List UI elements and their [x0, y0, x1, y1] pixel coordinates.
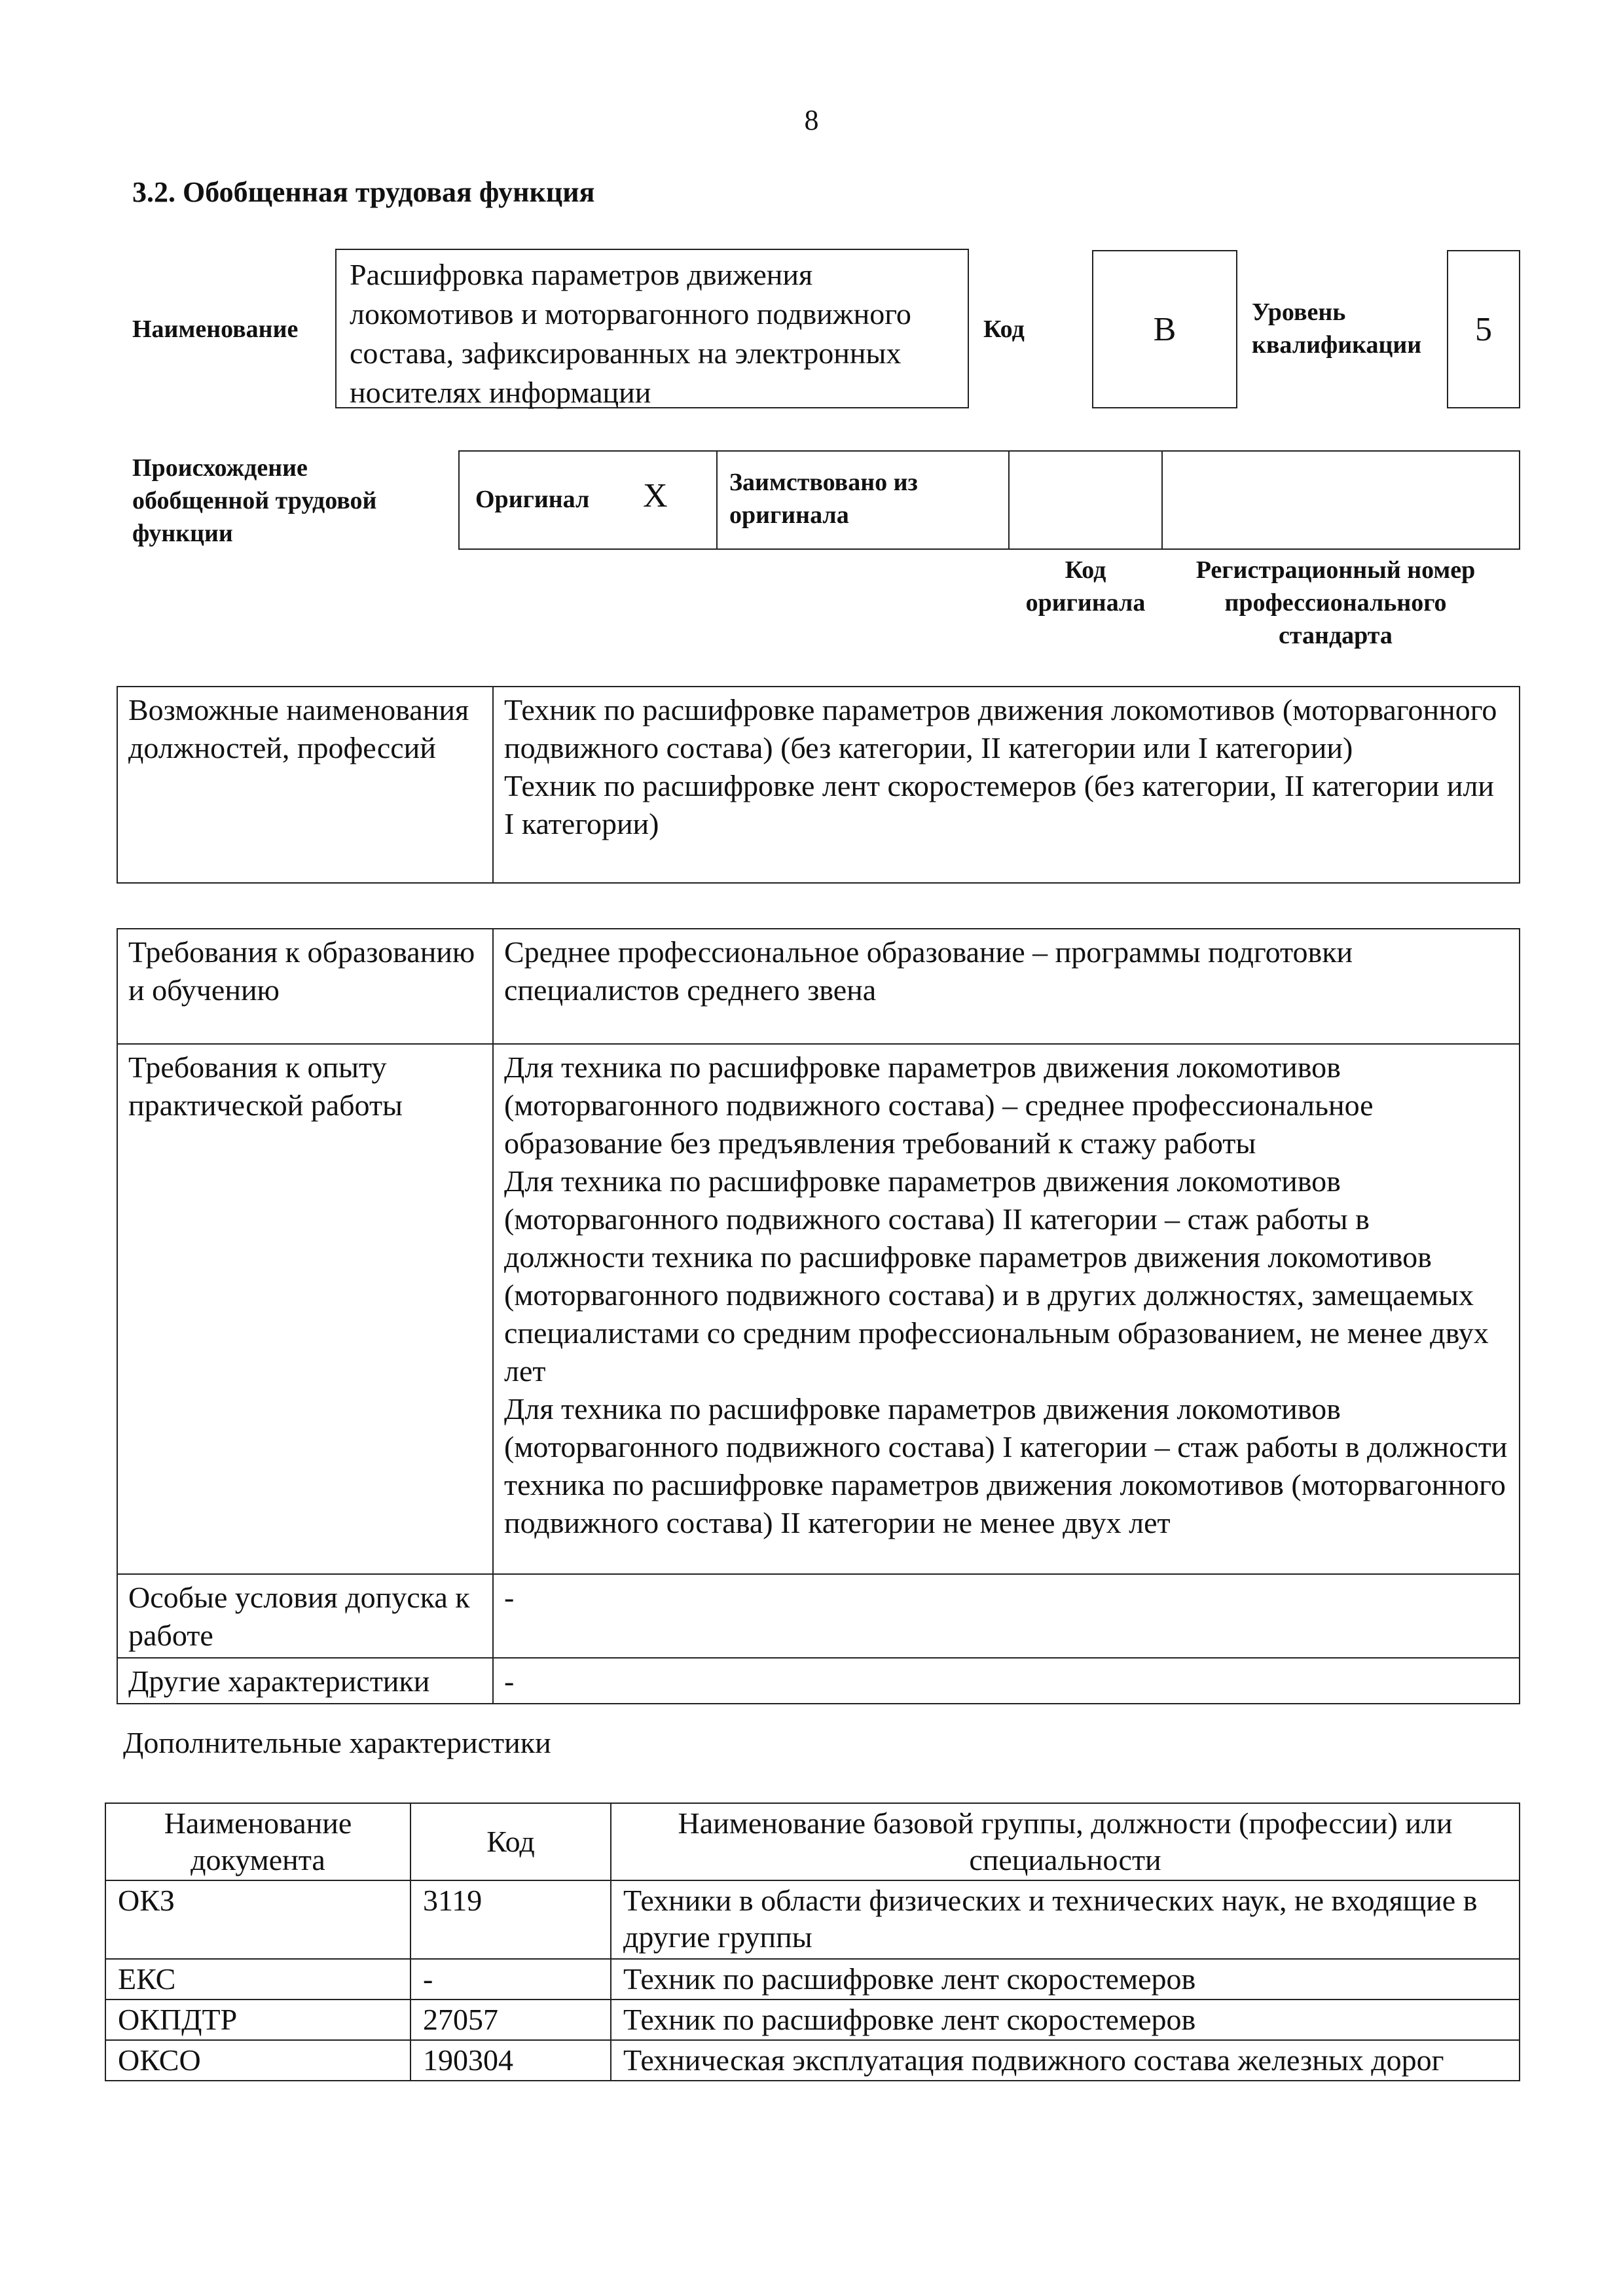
function-name-value: Расшифровка параметров движения локомотивов и моторвагонного подвижного состава, зафиксированных на электронных носителях информации — [350, 258, 911, 409]
add-row-name: Техническая эксплуатация подвижного состава железных дорог — [611, 2040, 1520, 2081]
origin-original-label: Оригинал — [475, 486, 590, 513]
table-row — [117, 929, 1520, 1044]
additional-title: Дополнительные характеристики — [123, 1726, 551, 1759]
level-value: 5 — [1475, 310, 1492, 348]
requirements-table — [117, 928, 1520, 1704]
code-box — [1092, 250, 1237, 408]
origin-code-cell — [1008, 450, 1163, 550]
table-row — [105, 2040, 1520, 2081]
add-header-code: Код — [410, 1803, 611, 1880]
table-row — [117, 1574, 1520, 1658]
req-other-value: - — [493, 1658, 1520, 1704]
req-other-label: Другие характеристики — [117, 1658, 493, 1704]
table-row — [105, 1959, 1520, 2000]
add-row-code: 190304 — [410, 2040, 611, 2081]
additional-table — [105, 1803, 1520, 2081]
positions-value: Техник по расшифровке параметров движения локомотивов (моторвагонного подвижного состава) (без категории, II категории или I категории) Техник по расшифровке лент скоростемеров (без категории, II категории или I категории) — [493, 687, 1520, 883]
name-label: Наименование — [132, 315, 299, 343]
positions-label: Возможные наименования должностей, профессий — [117, 687, 493, 883]
section-title: 3.2. Обобщенная трудовая функция — [132, 176, 595, 208]
origin-reg-caption: Регистрационный номер профессионального стандарта — [1195, 556, 1476, 649]
table-header-row — [105, 1803, 1520, 1880]
add-row-name: Техники в области физических и технических наук, не входящие в другие группы — [611, 1880, 1520, 1959]
table-row — [117, 1044, 1520, 1574]
positions-table — [117, 686, 1520, 884]
page-number: 8 — [804, 104, 819, 136]
origin-borrowed-label: Заимствовано из оригинала — [729, 469, 918, 529]
req-experience-value: Для техника по расшифровке параметров движения локомотивов (моторвагонного подвижного состава) – среднее профессиональное образование без предъявления требований к стажу работы Для техника по расшифровке параметров движения локомотивов (моторвагонного подвижного состава) II категории – стаж работы в должности техника по расшифровке параметров движения локомотивов (моторвагонного подвижного состава) и в других должностях, замещаемых специалистами со средним профессиональным образованием, не менее двух лет Для техника по расшифровке параметров движения локомотивов (моторвагонного подвижного состава) I категории – стаж работы в должности техника по расшифровке параметров движения локомотивов (моторвагонного подвижного состава) II категории не менее двух лет — [493, 1044, 1520, 1574]
level-label: Уровень квалификации — [1252, 298, 1422, 359]
function-name-box — [335, 249, 969, 408]
table-row — [117, 687, 1520, 883]
add-row-name: Техник по расшифровке лент скоростемеров — [611, 1959, 1520, 2000]
origin-label: Происхождение обобщенной трудовой функции — [132, 454, 377, 547]
level-box — [1447, 250, 1520, 408]
req-education-value: Среднее профессиональное образование – программы подготовки специалистов среднего звена — [493, 929, 1520, 1044]
add-row-doc: ЕКС — [105, 1959, 410, 2000]
code-value: В — [1153, 310, 1176, 348]
table-row — [117, 1658, 1520, 1704]
code-label: Код — [983, 315, 1025, 343]
add-row-name: Техник по расшифровке лент скоростемеров — [611, 2000, 1520, 2040]
add-header-doc: Наименование документа — [105, 1803, 410, 1880]
table-row — [105, 2000, 1520, 2040]
origin-original-mark: X — [643, 477, 668, 514]
table-row — [105, 1880, 1520, 1959]
add-row-doc: ОКСО — [105, 2040, 410, 2081]
add-row-doc: ОКПДТР — [105, 2000, 410, 2040]
req-experience-label: Требования к опыту практической работы — [117, 1044, 493, 1574]
add-row-code: - — [410, 1959, 611, 2000]
add-row-doc: ОКЗ — [105, 1880, 410, 1959]
req-education-label: Требования к образованию и обучению — [117, 929, 493, 1044]
req-special-value: - — [493, 1574, 1520, 1658]
req-special-label: Особые условия допуска к работе — [117, 1574, 493, 1658]
origin-code-caption: Код оригинала — [1025, 556, 1146, 617]
add-row-code: 3119 — [410, 1880, 611, 1959]
add-row-code: 27057 — [410, 2000, 611, 2040]
add-header-name: Наименование базовой группы, должности (профессии) или специальности — [611, 1803, 1520, 1880]
